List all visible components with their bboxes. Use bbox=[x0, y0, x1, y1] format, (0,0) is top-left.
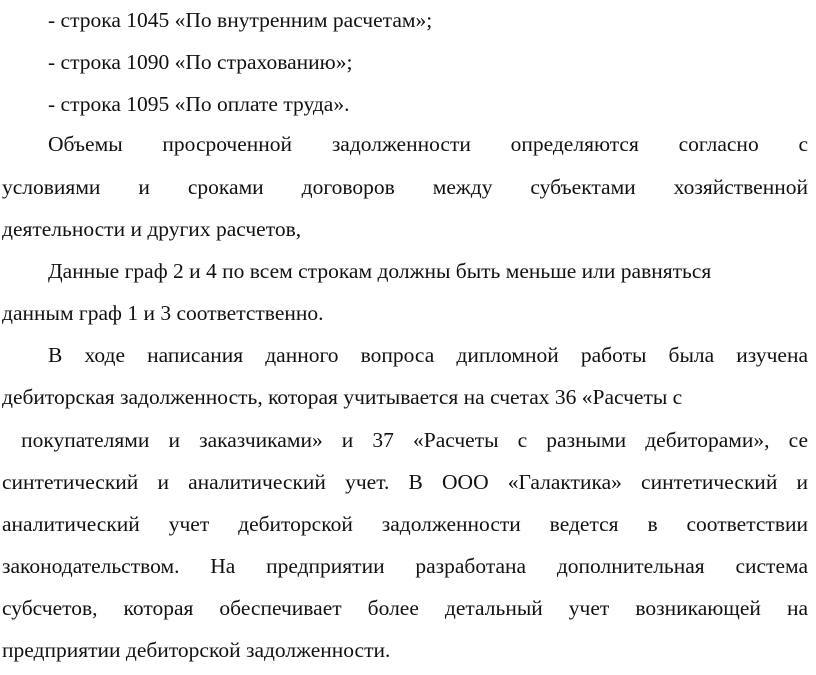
list-item-1045: - строка 1045 «По внутренним расчетам»; bbox=[48, 8, 433, 32]
paragraph-3-line-6: законодательством. На предприятии разработана дополнительная система bbox=[2, 554, 808, 578]
paragraph-1-line-1: Объемы просроченной задолженности определяются согласно с bbox=[48, 132, 808, 156]
paragraph-1-line-2: условиями и сроками договоров между субъектами хозяйственной bbox=[2, 175, 808, 199]
list-item-1095: - строка 1095 «По оплате труда». bbox=[48, 92, 350, 116]
paragraph-3-line-8: предприятии дебиторской задолженности. bbox=[2, 638, 391, 662]
paragraph-1-line-3: деятельности и других расчетов, bbox=[2, 217, 302, 241]
paragraph-3-line-3: покупателями и заказчиками» и 37 «Расчеты с разными дебиторами», се bbox=[2, 428, 808, 452]
list-item-1090: - строка 1090 «По страхованию»; bbox=[48, 50, 353, 74]
paragraph-3-line-5: аналитический учет дебиторской задолженности ведется в соответствии bbox=[2, 512, 808, 536]
paragraph-3-line-1: В ходе написания данного вопроса дипломной работы была изучена bbox=[48, 343, 808, 367]
paragraph-3-line-4: синтетический и аналитический учет. В ООО «Галактика» синтетический и bbox=[2, 470, 808, 494]
paragraph-2-line-2: данным граф 1 и 3 соответственно. bbox=[2, 301, 324, 325]
paragraph-2-line-1: Данные граф 2 и 4 по всем строкам должны быть меньше или равняться bbox=[48, 259, 712, 283]
paragraph-3-line-2: дебиторская задолженность, которая учитывается на счетах 36 «Расчеты с bbox=[2, 385, 683, 409]
paragraph-3-line-7: субсчетов, которая обеспечивает более детальный учет возникающей на bbox=[2, 596, 808, 620]
